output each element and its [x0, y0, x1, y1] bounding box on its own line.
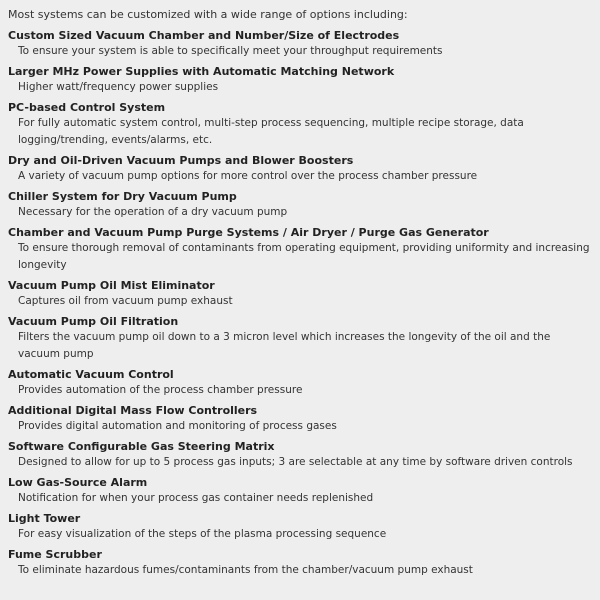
option-description: Provides automation of the process chamber pressure: [18, 384, 303, 396]
option-description: To eliminate hazardous fumes/contaminants from the chamber/vacuum pump exhaust: [18, 564, 473, 576]
option-item: [8, 315, 592, 363]
option-item: [8, 476, 592, 507]
option-title: Vacuum Pump Oil Mist Eliminator: [8, 279, 215, 292]
option-item: [8, 65, 592, 96]
option-title: Fume Scrubber: [8, 548, 102, 561]
option-item: [8, 404, 592, 435]
option-description: To ensure thorough removal of contaminants from operating equipment, providing uniformity and increasing longevity: [18, 242, 590, 271]
option-title: Vacuum Pump Oil Filtration: [8, 315, 179, 328]
option-description: Higher watt/frequency power supplies: [18, 81, 219, 93]
option-description: A variety of vacuum pump options for more control over the process chamber pressure: [18, 170, 478, 182]
option-title: PC-based Control System: [8, 101, 166, 114]
option-item: [8, 548, 592, 579]
option-description: To ensure your system is able to specifically meet your throughput requirements: [18, 45, 443, 57]
option-title: Chiller System for Dry Vacuum Pump: [8, 190, 237, 203]
option-item: [8, 279, 592, 310]
option-title: Chamber and Vacuum Pump Purge Systems / Air Dryer / Purge Gas Generator: [8, 226, 489, 239]
option-title: Low Gas-Source Alarm: [8, 476, 148, 489]
option-item: [8, 512, 592, 543]
option-description: Filters the vacuum pump oil down to a 3 micron level which increases the longevity of the oil and the vacuum pump: [18, 331, 551, 360]
option-title: Automatic Vacuum Control: [8, 368, 174, 381]
option-title: Custom Sized Vacuum Chamber and Number/Size of Electrodes: [8, 29, 400, 42]
option-item: [8, 101, 592, 149]
option-item: [8, 154, 592, 185]
option-description: Captures oil from vacuum pump exhaust: [18, 295, 233, 307]
option-description: Notification for when your process gas container needs replenished: [18, 492, 374, 504]
option-title: Software Configurable Gas Steering Matrix: [8, 440, 275, 453]
option-title: Additional Digital Mass Flow Controllers: [8, 404, 258, 417]
option-title: Larger MHz Power Supplies with Automatic Matching Network: [8, 65, 395, 78]
option-item: [8, 226, 592, 274]
option-item: [8, 368, 592, 399]
option-title: Light Tower: [8, 512, 81, 525]
option-description: For fully automatic system control, multi-step process sequencing, multiple recipe storage, data logging/trending, events/alarms, etc.: [18, 117, 524, 146]
option-description: For easy visualization of the steps of the plasma processing sequence: [18, 528, 387, 540]
option-description: Necessary for the operation of a dry vacuum pump: [18, 206, 288, 218]
intro-text: Most systems can be customized with a wide range of options including:: [8, 8, 408, 21]
option-item: [8, 190, 592, 221]
option-description: Designed to allow for up to 5 process gas inputs; 3 are selectable at any time by software driven controls: [18, 456, 573, 468]
option-item: [8, 29, 592, 60]
option-description: Provides digital automation and monitoring of process gases: [18, 420, 337, 432]
option-item: [8, 440, 592, 471]
option-title: Dry and Oil-Driven Vacuum Pumps and Blower Boosters: [8, 154, 354, 167]
